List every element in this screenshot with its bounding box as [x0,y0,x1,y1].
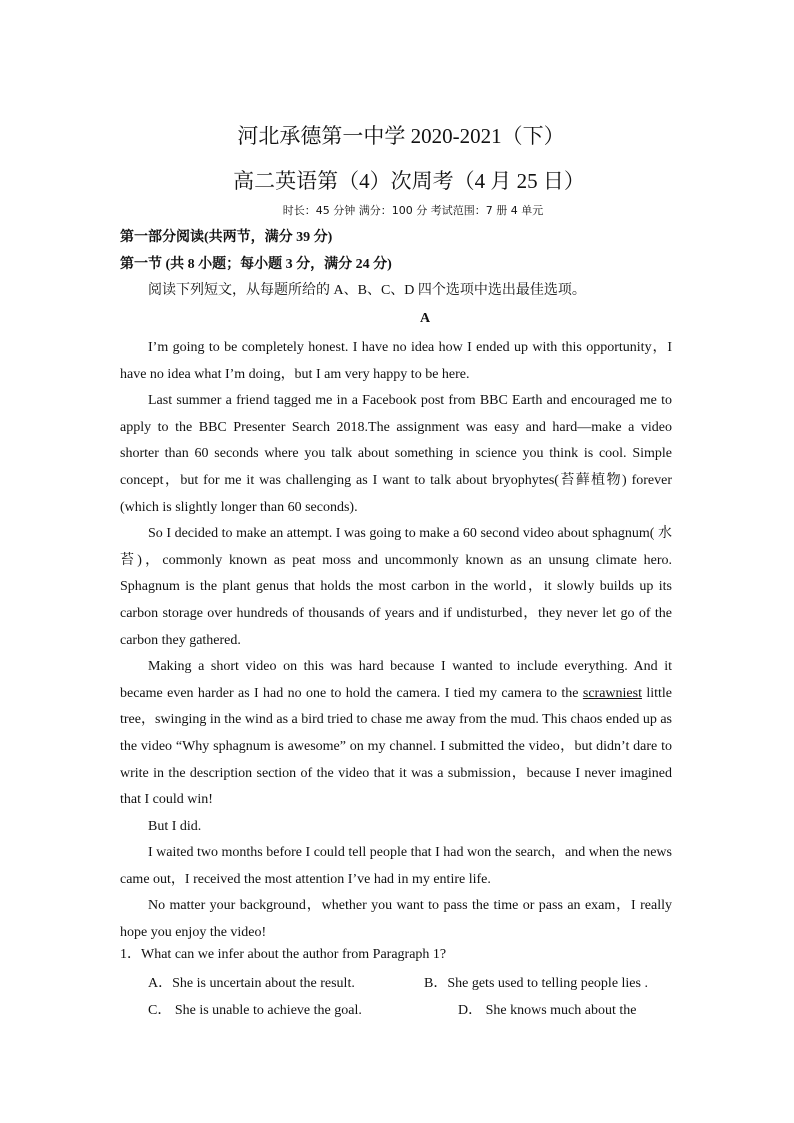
section1-heading: 第一节 (共 8 小题；每小题 3 分，满分 24 分) [120,257,392,272]
passage-paragraph-3: So I decided to make an attempt. I was going to make a 60 second video about sphagnum( 水苔)，commonly known as peat moss and uncommonly known as an unsung climate hero. Sphagnum is the plant genus that holds the most carbon in the world，it slowly builds up its carbon storage over hundreds of thousands of years and if undisturbed，they never let go of the carbon they gathered. [120,526,672,648]
paragraph-4-text-before: Making a short video on this was hard because I wanted to include everything. And it became even harder as I had no one to hold the camera. I tied my camera to the [120,659,672,701]
passage-paragraph-1: I’m going to be completely honest. I have no idea how I ended up with this opportunity，I have no idea what I’m doing，but I am very happy to be here. [120,340,672,382]
part1-heading: 第一部分阅读(共两节，满分 39 分) [120,230,333,245]
question-1-option-d: D． She knows much about the [458,1003,637,1018]
question-1-option-b: B．She gets used to telling people lies . [424,976,648,991]
reading-passage [120,335,672,947]
passage-paragraph-5: But I did. [148,818,202,834]
passage-paragraph-4 [120,654,672,814]
passage-label: A [419,311,431,326]
question-1-option-c: C． She is unable to achieve the goal. [148,1003,362,1018]
underlined-word: scrawniest [582,685,642,701]
question-1-option-a: A．She is uncertain about the result. [148,976,355,991]
passage-paragraph-2: Last summer a friend tagged me in a Facebook post from BBC Earth and encouraged me to apply to the BBC Presenter Search 2018.The assignment was easy and hard—make a video shorter than 60 seconds where you talk about something in science you think is cool. Simple concept，but for me it was challenging as I want to talk about bryophytes(苔藓植物) forever (which is slightly longer than 60 seconds). [120,393,672,515]
exam-title-line2: 高二英语第（4）次周考（4 月 25 日） [233,169,585,193]
exam-title-line1: 河北承德第一中学 2020-2021（下） [237,124,565,148]
passage-paragraph-6: I waited two months before I could tell people that I had won the search，and when the news came out，I received the most attention I’ve had in my entire life. [120,845,672,887]
question-1-stem: 1．What can we infer about the author from Paragraph 1? [120,947,447,962]
reading-instructions: 阅读下列短文，从每题所给的 A、B、C、D 四个选项中选出最佳选项。 [148,283,586,298]
paragraph-4-text-after: little tree，swinging in the wind as a bird tried to chase me away from the mud. This chaos ended up as the video “Why sphagnum is awesome” on my channel. I submitted the video，but didn’t dare to write in the description section of the video that it was a submission，because I never imagined that I could win! [120,685,672,808]
passage-paragraph-7: No matter your background，whether you want to pass the time or pass an exam，I really hope you enjoy the video! [120,898,672,941]
exam-meta-info: 时长：45 分钟 满分：100 分 考试范围：7 册 4 单元 [282,204,544,217]
